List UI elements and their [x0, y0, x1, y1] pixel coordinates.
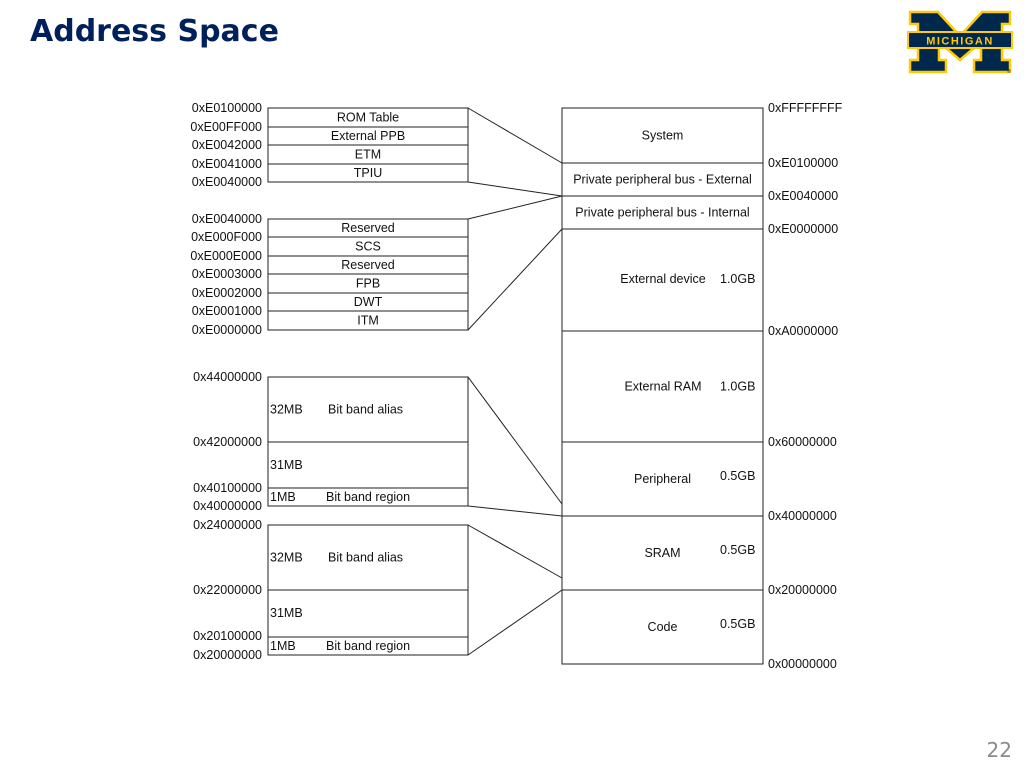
main-map-address-label: 0xE0040000	[768, 189, 839, 203]
peripheral-bitband-region-size: 1MB	[270, 490, 296, 504]
connector-line	[468, 525, 562, 578]
rom-address-label: 0xE0042000	[191, 138, 262, 152]
sram-bit-band-block	[193, 518, 468, 662]
rom-cell-label: TPIU	[353, 166, 383, 180]
ppb-address-label: 0xE000F000	[191, 230, 262, 244]
sram-bitband-address-label: 0x24000000	[193, 518, 262, 532]
ppb-cell-label: FPB	[355, 276, 381, 291]
main-map-region-size: 0.5GB	[720, 469, 756, 483]
sram-bitband-address-label: 0x20100000	[193, 629, 262, 643]
sram-bitband-alias-name: Bit band alias	[328, 550, 404, 565]
rom-cell-label: ETM	[354, 147, 382, 162]
main-map-address-label: 0x60000000	[768, 435, 837, 449]
ppb-address-label: 0xE0001000	[191, 304, 262, 318]
main-map-region-name: SRAM	[644, 546, 681, 560]
main-map-region-name: Peripheral	[634, 472, 691, 486]
main-map-address-label: 0xE0000000	[768, 222, 839, 236]
page-number: 22	[986, 738, 1012, 762]
sram-bitband-region-name: Bit band region	[326, 639, 411, 653]
main-map-region-name: System	[641, 128, 684, 143]
connector-line	[468, 182, 562, 196]
rom-address-label: 0xE0040000	[191, 175, 262, 189]
rom-cell-label: External PPB	[330, 129, 406, 143]
rom-address-label: 0xE0100000	[191, 101, 262, 115]
ppb-address-label: 0xE0002000	[191, 286, 262, 300]
ppb-cell-label: SCS	[355, 239, 381, 254]
main-map-region-name: Private peripheral bus - Internal	[575, 205, 750, 220]
logo-registered-mark: ®	[1007, 69, 1011, 74]
connector-line	[468, 377, 562, 504]
ppb-address-label: 0xE0003000	[191, 267, 262, 281]
peripheral-bit-band-block	[193, 370, 468, 513]
peripheral-bitband-address-label: 0x42000000	[193, 435, 262, 449]
peripheral-bitband-region-name: Bit band region	[326, 490, 411, 504]
peripheral-bitband-address-label: 0x40000000	[193, 499, 262, 513]
main-map-address-label: 0x20000000	[768, 583, 837, 597]
main-map-region-name: Private peripheral bus - External	[573, 172, 752, 187]
ppb-cell-label: Reserved	[341, 221, 395, 235]
sram-bitband-region-size: 1MB	[270, 639, 296, 653]
main-memory-map	[562, 101, 843, 671]
ppb-cell-label: ITM	[357, 313, 379, 328]
main-map-region-size: 0.5GB	[720, 543, 756, 557]
rom-cell-label: ROM Table	[336, 110, 400, 125]
connector-line	[468, 506, 562, 516]
rom-address-label: 0xE0041000	[191, 157, 262, 171]
main-map-region-size: 1.0GB	[720, 379, 756, 394]
ppb-cell-label: DWT	[353, 295, 383, 309]
peripheral-bitband-alias-size: 32MB	[270, 402, 303, 417]
connector-line	[468, 108, 562, 163]
ppb-address-label: 0xE0000000	[191, 323, 262, 337]
sram-bitband-alias-size: 32MB	[270, 550, 303, 565]
main-map-address-label: 0xE0100000	[768, 156, 839, 170]
sram-bitband-address-label: 0x22000000	[193, 583, 262, 597]
main-map-region-name: External device	[620, 272, 706, 286]
ppb-address-label: 0xE0040000	[191, 212, 262, 226]
peripheral-bitband-address-label: 0x44000000	[193, 370, 262, 384]
peripheral-bitband-alias-name: Bit band alias	[328, 402, 404, 417]
rom-table-block	[190, 101, 468, 189]
peripheral-bitband-address-label: 0x40100000	[193, 481, 262, 495]
main-map-address-label: 0xA0000000	[768, 324, 839, 338]
main-map-address-label: 0x00000000	[768, 657, 837, 671]
sram-bitband-address-label: 0x20000000	[193, 648, 262, 662]
sram-bitband-middle-size: 31MB	[270, 606, 303, 620]
ppb-address-label: 0xE000E000	[190, 249, 262, 263]
connector-line	[468, 590, 562, 655]
main-map-address-label: 0x40000000	[768, 509, 837, 523]
peripheral-bitband-middle-size: 31MB	[270, 458, 303, 472]
connector-line	[468, 196, 562, 219]
main-map-region-size: 1.0GB	[720, 272, 756, 286]
main-map-region-name: External RAM	[624, 379, 702, 394]
slide-title: Address Space	[30, 14, 279, 49]
rom-address-label: 0xE00FF000	[190, 120, 262, 134]
main-map-region-size: 0.5GB	[720, 617, 756, 631]
main-map-region-name: Code	[647, 620, 678, 634]
ppb-cell-label: Reserved	[341, 258, 395, 272]
main-map-address-label: 0xFFFFFFFF	[768, 101, 843, 115]
private-peripheral-bus-block	[190, 212, 468, 337]
logo-wordmark: MICHIGAN	[926, 35, 994, 48]
connector-lines	[468, 108, 562, 655]
connector-line	[468, 229, 562, 330]
